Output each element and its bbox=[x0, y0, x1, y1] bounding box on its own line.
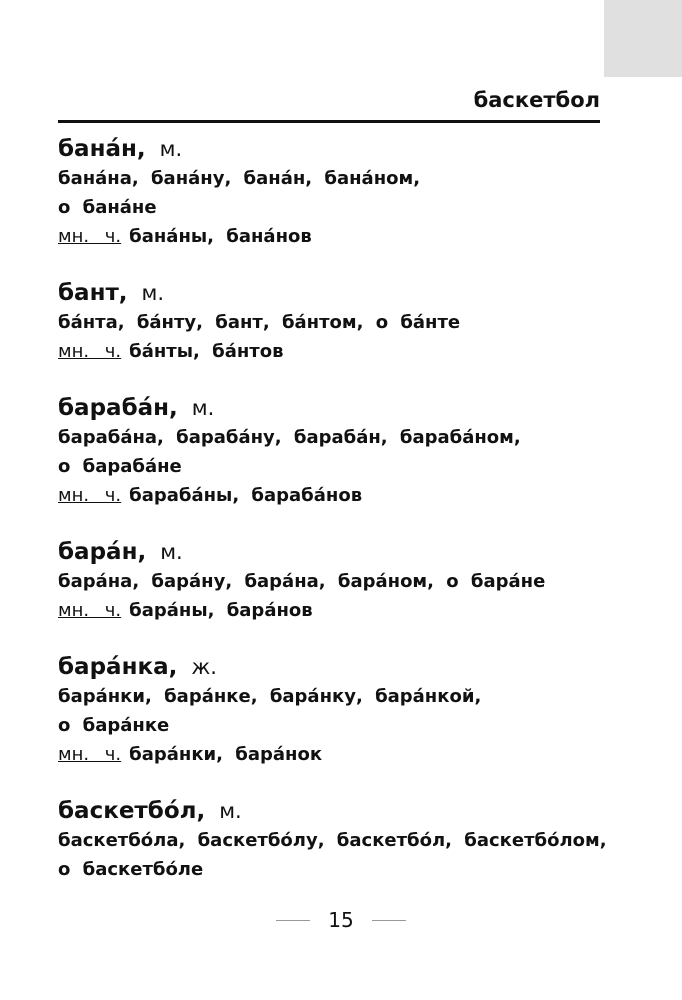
plural-label: мн. ч. bbox=[58, 744, 122, 765]
entry-headline bbox=[58, 537, 618, 567]
case-forms: баскетбóла, баскетбóлу, баскетбóл, баскетбóлом, bbox=[58, 830, 607, 851]
plural-forms: барáнки, барáнок bbox=[129, 744, 323, 765]
case-forms: банáна, банáну, банáн, банáном, bbox=[58, 168, 421, 189]
case-forms: барабáна, барабáну, барабáн, барабáном, bbox=[58, 427, 521, 448]
plural-forms: барáны, барáнов bbox=[129, 600, 313, 621]
page-footer bbox=[0, 908, 682, 932]
case-forms: барáнки, барáнке, барáнку, барáнкой, bbox=[58, 686, 482, 707]
dictionary-entry bbox=[58, 393, 618, 510]
footer-rule-left bbox=[276, 920, 310, 921]
plural-label: мн. ч. bbox=[58, 226, 122, 247]
plural-line bbox=[58, 337, 618, 366]
gender-mark: м. bbox=[191, 396, 215, 420]
entry-headline bbox=[58, 278, 618, 308]
headword: барáн, bbox=[58, 539, 147, 565]
entry-headline bbox=[58, 134, 618, 164]
plural-label: мн. ч. bbox=[58, 485, 122, 506]
plural-line bbox=[58, 596, 618, 625]
plural-forms: бáнты, бáнтов bbox=[129, 341, 284, 362]
plural-line bbox=[58, 740, 618, 769]
plural-line bbox=[58, 222, 618, 251]
gender-mark: м. bbox=[141, 281, 165, 305]
plural-label: мн. ч. bbox=[58, 600, 122, 621]
dictionary-entry bbox=[58, 537, 618, 625]
headword: баскетбóл, bbox=[58, 798, 206, 824]
plural-forms: банáны, банáнов bbox=[129, 226, 312, 247]
case-forms: о банáне bbox=[58, 197, 157, 218]
entry-headline bbox=[58, 796, 618, 826]
page-corner-tab bbox=[604, 0, 682, 77]
dictionary-entry bbox=[58, 278, 618, 366]
page-number: 15 bbox=[328, 908, 354, 932]
case-forms: о барабáне bbox=[58, 456, 182, 477]
plural-line bbox=[58, 481, 618, 510]
gender-mark: ж. bbox=[191, 655, 217, 679]
headword: барабáн, bbox=[58, 395, 178, 421]
headword: банáн, bbox=[58, 136, 146, 162]
dictionary-entry bbox=[58, 134, 618, 251]
case-forms: барáна, барáну, барáна, барáном, о барáне bbox=[58, 571, 546, 592]
gender-mark: м. bbox=[160, 540, 183, 564]
case-forms: о баскетбóле bbox=[58, 859, 204, 880]
dictionary-entry bbox=[58, 652, 618, 769]
plural-label: мн. ч. bbox=[58, 341, 122, 362]
entry-headline bbox=[58, 393, 618, 423]
headword: бант, bbox=[58, 280, 128, 306]
gender-mark: м. bbox=[159, 137, 183, 161]
headword: барáнка, bbox=[58, 654, 178, 680]
entry-headline bbox=[58, 652, 618, 682]
plural-forms: барабáны, барабáнов bbox=[129, 485, 363, 506]
running-head: баскетбол bbox=[473, 88, 600, 112]
case-forms: о барáнке bbox=[58, 715, 170, 736]
footer-rule-right bbox=[372, 920, 406, 921]
header-rule bbox=[58, 120, 600, 123]
dictionary-entry bbox=[58, 796, 618, 884]
gender-mark: м. bbox=[219, 799, 242, 823]
case-forms: бáнта, бáнту, бант, бáнтом, о бáнте bbox=[58, 312, 461, 333]
